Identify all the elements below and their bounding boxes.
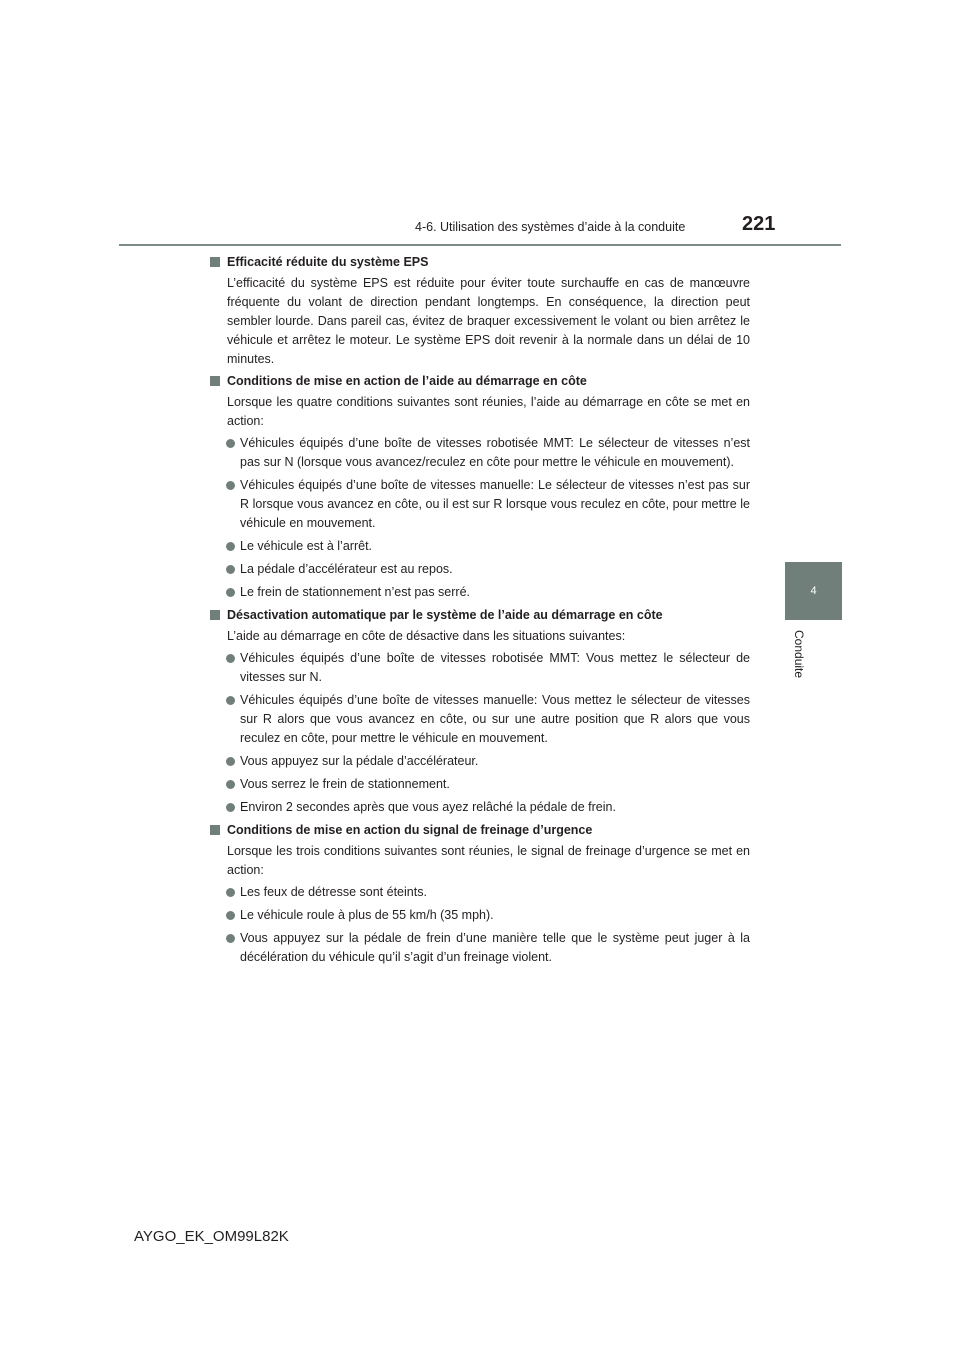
page-content	[210, 253, 750, 971]
list-item	[210, 929, 750, 967]
list-item	[210, 906, 750, 925]
circle-bullet-icon	[226, 888, 235, 897]
circle-bullet-icon	[226, 588, 235, 597]
section-body: L’aide au démarrage en côte de désactive dans les situations suivantes:	[227, 629, 626, 643]
section	[210, 253, 750, 369]
list-item-text: Vous serrez le frein de stationnement.	[240, 777, 450, 791]
page-header-title: 4-6. Utilisation des systèmes d’aide à la conduite	[415, 220, 686, 234]
section-body: L’efficacité du système EPS est réduite pour éviter toute surchauffe en cas de manœuvre fréquente du volant de direction pendant longtemps. En conséquence, la direction peut sembler lourde. Dans pareil cas, évitez de braquer excessivement le volant ou bien arrêtez le véhicule et arrêtez le moteur. Le système EPS doit revenir à la normale dans un délai de 10 minutes.	[227, 276, 750, 366]
list-item	[210, 649, 750, 687]
list-item	[210, 752, 750, 771]
list-item	[210, 883, 750, 902]
list-item	[210, 798, 750, 817]
circle-bullet-icon	[226, 934, 235, 943]
list-item-text: Vous appuyez sur la pédale de frein d’une manière telle que le système peut juger à la décélération du véhicule qu’il s’agit d’un freinage violent.	[240, 931, 750, 964]
list-item-text: Véhicules équipés d’une boîte de vitesses manuelle: Vous mettez le sélecteur de vitesses sur R alors que vous avancez en côte, ou sur une autre position que R alors que vous reculez en côte, pour mettre le véhicule en mouvement.	[240, 693, 750, 745]
circle-bullet-icon	[226, 654, 235, 663]
section-body: Lorsque les trois conditions suivantes sont réunies, le signal de freinage d’urgence se met en action:	[227, 844, 750, 877]
page-number: 221	[742, 213, 776, 235]
section	[210, 606, 750, 817]
section	[210, 821, 750, 967]
circle-bullet-icon	[226, 565, 235, 574]
section-title-text: Efficacité réduite du système EPS	[227, 255, 429, 269]
list-item	[210, 476, 750, 533]
list-item	[210, 775, 750, 794]
section-title	[210, 606, 750, 625]
list-item-text: Véhicules équipés d’une boîte de vitesses manuelle: Le sélecteur de vitesses n’est pas sur R lorsque vous avancez en côte, ou il est sur R lorsque vous reculez en côte, pour mettre le véhicule en mouvement.	[240, 478, 750, 530]
bullet-list	[210, 434, 750, 602]
list-item-text: Le véhicule est à l’arrêt.	[240, 539, 373, 553]
list-item-text: Environ 2 secondes après que vous ayez relâché la pédale de frein.	[240, 800, 616, 814]
section-title-text: Désactivation automatique par le système de l’aide au démarrage en côte	[227, 608, 663, 622]
circle-bullet-icon	[226, 803, 235, 812]
circle-bullet-icon	[226, 439, 235, 448]
list-item	[210, 537, 750, 556]
list-item-text: La pédale d’accélérateur est au repos.	[240, 562, 453, 576]
list-item	[210, 434, 750, 472]
section-title	[210, 372, 750, 391]
list-item-text: Véhicules équipés d’une boîte de vitesses robotisée MMT: Le sélecteur de vitesses n’est pas sur N (lorsque vous avancez/reculez en côte pour mettre le véhicule en mouvement).	[240, 436, 750, 469]
square-bullet-icon	[210, 610, 220, 620]
square-bullet-icon	[210, 376, 220, 386]
list-item	[210, 583, 750, 602]
square-bullet-icon	[210, 825, 220, 835]
circle-bullet-icon	[226, 481, 235, 490]
circle-bullet-icon	[226, 757, 235, 766]
list-item-text: Véhicules équipés d’une boîte de vitesses robotisée MMT: Vous mettez le sélecteur de vitesses sur N.	[240, 651, 750, 684]
list-item	[210, 560, 750, 579]
section-title	[210, 821, 750, 840]
bullet-list	[210, 883, 750, 967]
bullet-list	[210, 649, 750, 817]
chapter-number: 4	[810, 585, 817, 597]
document-code: AYGO_EK_OM99L82K	[134, 1228, 289, 1245]
chapter-tab[interactable]	[785, 562, 842, 620]
list-item-text: Le véhicule roule à plus de 55 km/h (35 mph).	[240, 908, 494, 922]
header-divider	[119, 244, 841, 246]
sections-list	[210, 253, 750, 967]
circle-bullet-icon	[226, 542, 235, 551]
chapter-label: Conduite	[792, 630, 806, 679]
circle-bullet-icon	[226, 911, 235, 920]
section-title-text: Conditions de mise en action de l’aide au démarrage en côte	[227, 374, 587, 388]
section	[210, 372, 750, 602]
list-item-text: Vous appuyez sur la pédale d’accélérateur.	[240, 754, 479, 768]
list-item	[210, 691, 750, 748]
section-title-text: Conditions de mise en action du signal de freinage d’urgence	[227, 823, 593, 837]
circle-bullet-icon	[226, 780, 235, 789]
square-bullet-icon	[210, 257, 220, 267]
list-item-text: Les feux de détresse sont éteints.	[240, 885, 427, 899]
section-title	[210, 253, 750, 272]
list-item-text: Le frein de stationnement n’est pas serré.	[240, 585, 470, 599]
circle-bullet-icon	[226, 696, 235, 705]
section-body: Lorsque les quatre conditions suivantes sont réunies, l’aide au démarrage en côte se met en action:	[227, 395, 750, 428]
